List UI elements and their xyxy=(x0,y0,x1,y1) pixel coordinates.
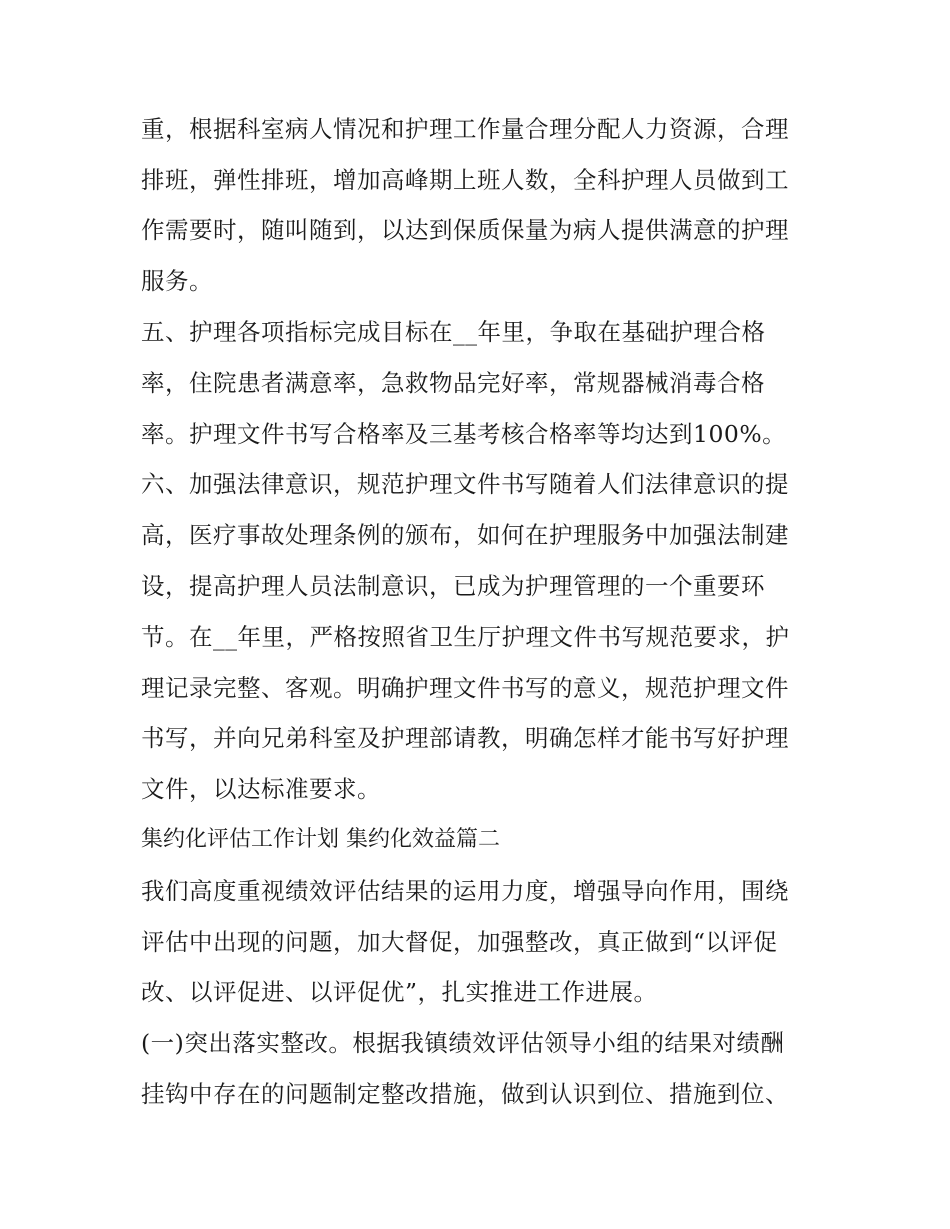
text-line: 率。护理文件书写合格率及三基考核合格率等均达到100%。 xyxy=(141,420,787,448)
text-line: 五、护理各项指标完成目标在__年里，争取在基础护理合格 xyxy=(141,318,766,346)
text-line: 作需要时，随叫随到，以达到保质保量为病人提供满意的护理 xyxy=(141,216,789,244)
text-line: 排班，弹性排班，增加高峰期上班人数，全科护理人员做到工 xyxy=(141,166,789,194)
text-line: 节。在__年里，严格按照省卫生厅护理文件书写规范要求，护 xyxy=(141,623,790,651)
text-line: 理记录完整、客观。明确护理文件书写的意义，规范护理文件 xyxy=(141,674,789,702)
text-line: 改、以评促进、以评促优”，扎实推进工作进展。 xyxy=(141,978,658,1006)
text-line: 重，根据科室病人情况和护理工作量合理分配人力资源，合理 xyxy=(141,115,789,143)
text-line: 我们高度重视绩效评估结果的运用力度，增强导向作用，围绕 xyxy=(141,877,789,905)
text-line: 服务。 xyxy=(141,267,213,295)
text-line: (一)突出落实整改。根据我镇绩效评估领导小组的结果对绩酬 xyxy=(141,1029,785,1057)
text-line: 挂钩中存在的问题制定整改措施，做到认识到位、措施到位、 xyxy=(141,1080,789,1108)
section-heading: 集约化评估工作计划 集约化效益篇二 xyxy=(141,827,500,852)
text-line: 书写，并向兄弟科室及护理部请教，明确怎样才能书写好护理 xyxy=(141,724,789,752)
text-line: 六、加强法律意识，规范护理文件书写随着人们法律意识的提 xyxy=(141,470,789,498)
text-line: 文件，以达标准要求。 xyxy=(141,775,381,803)
text-line: 高，医疗事故处理条例的颁布，如何在护理服务中加强法制建 xyxy=(141,521,789,549)
text-line: 设，提高护理人员法制意识，已成为护理管理的一个重要环 xyxy=(141,572,765,600)
text-line: 率，住院患者满意率，急救物品完好率，常规器械消毒合格 xyxy=(141,369,765,397)
text-line: 评估中出现的问题，加大督促，加强整改，真正做到“以评促 xyxy=(141,928,778,956)
